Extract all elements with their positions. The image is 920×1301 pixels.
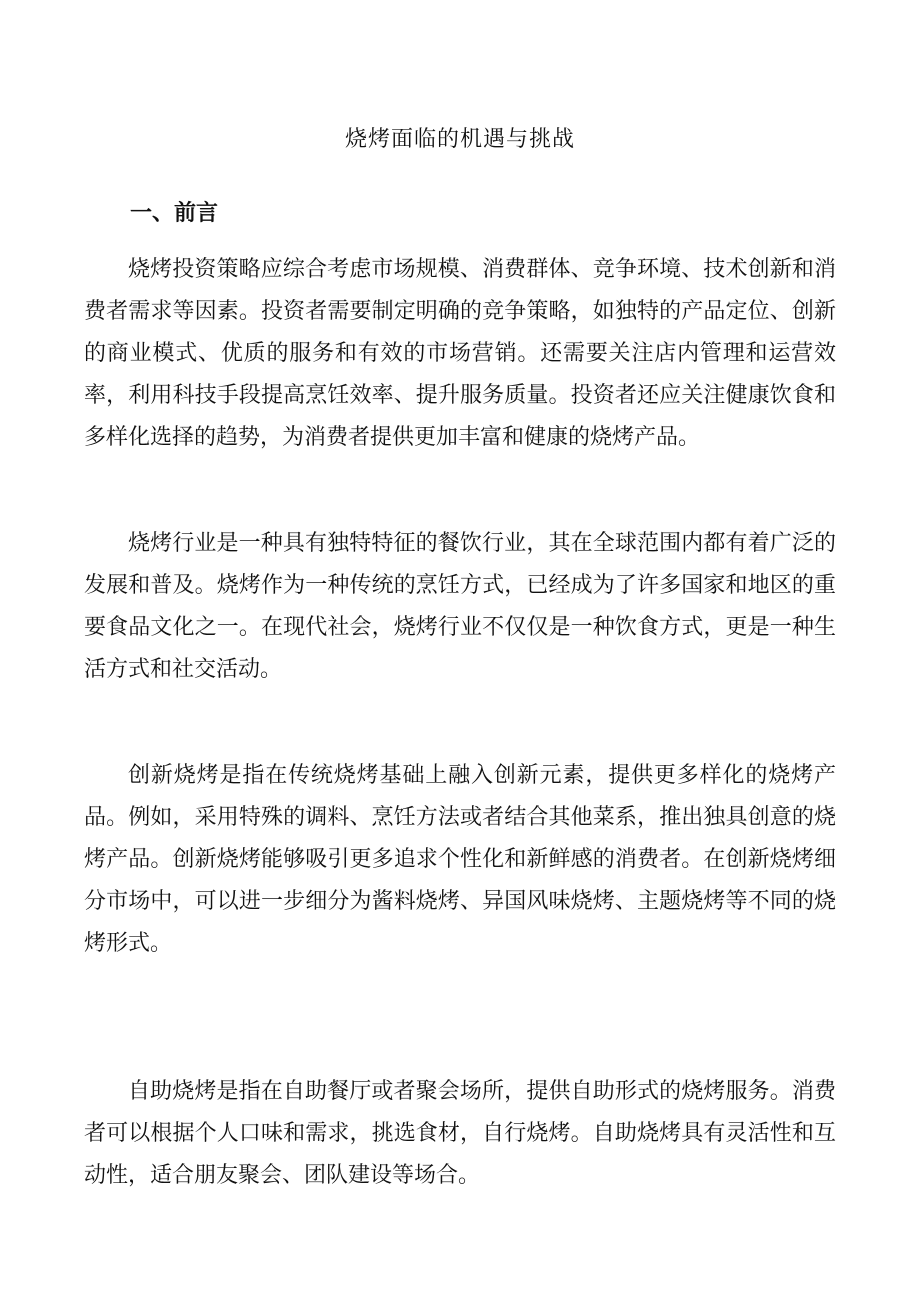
paragraph-2: 烧烤行业是一种具有独特特征的餐饮行业，其在全球范围内都有着广泛的发展和普及。烧烤作为一种传统的烹饪方式，已经成为了许多国家和地区的重要食品文化之一。在现代社会，烧烤行业不仅仅是一种饮食方式，更是一种生活方式和社交活动。 [84,531,836,682]
paragraph-4: 自助烧烤是指在自助餐厅或者聚会场所，提供自助形式的烧烤服务。消费者可以根据个人口味和需求，挑选食材，自行烧烤。自助烧烤具有灵活性和互动性，适合朋友聚会、团队建设等场合。 [84,1079,836,1188]
paragraph-1: 烧烤投资策略应综合考虑市场规模、消费群体、竞争环境、技术创新和消费者需求等因素。投资者需要制定明确的竞争策略，如独特的产品定位、创新的商业模式、优质的服务和有效的市场营销。还需要关注店内管理和运营效率，利用科技手段提高烹饪效率、提升服务质量。投资者还应关注健康饮食和多样化选择的趋势，为消费者提供更加丰富和健康的烧烤产品。 [84,257,836,450]
section-heading: 一、前言 [130,201,219,226]
document-title: 烧烤面临的机遇与挑战 [344,127,575,152]
paragraph-3: 创新烧烤是指在传统烧烤基础上融入创新元素，提供更多样化的烧烤产品。例如，采用特殊的调料、烹饪方法或者结合其他菜系，推出独具创意的烧烤产品。创新烧烤能够吸引更多追求个性化和新鲜感的消费者。在创新烧烤细分市场中，可以进一步细分为酱料烧烤、异国风味烧烤、主题烧烤等不同的烧烤形式。 [84,763,836,956]
